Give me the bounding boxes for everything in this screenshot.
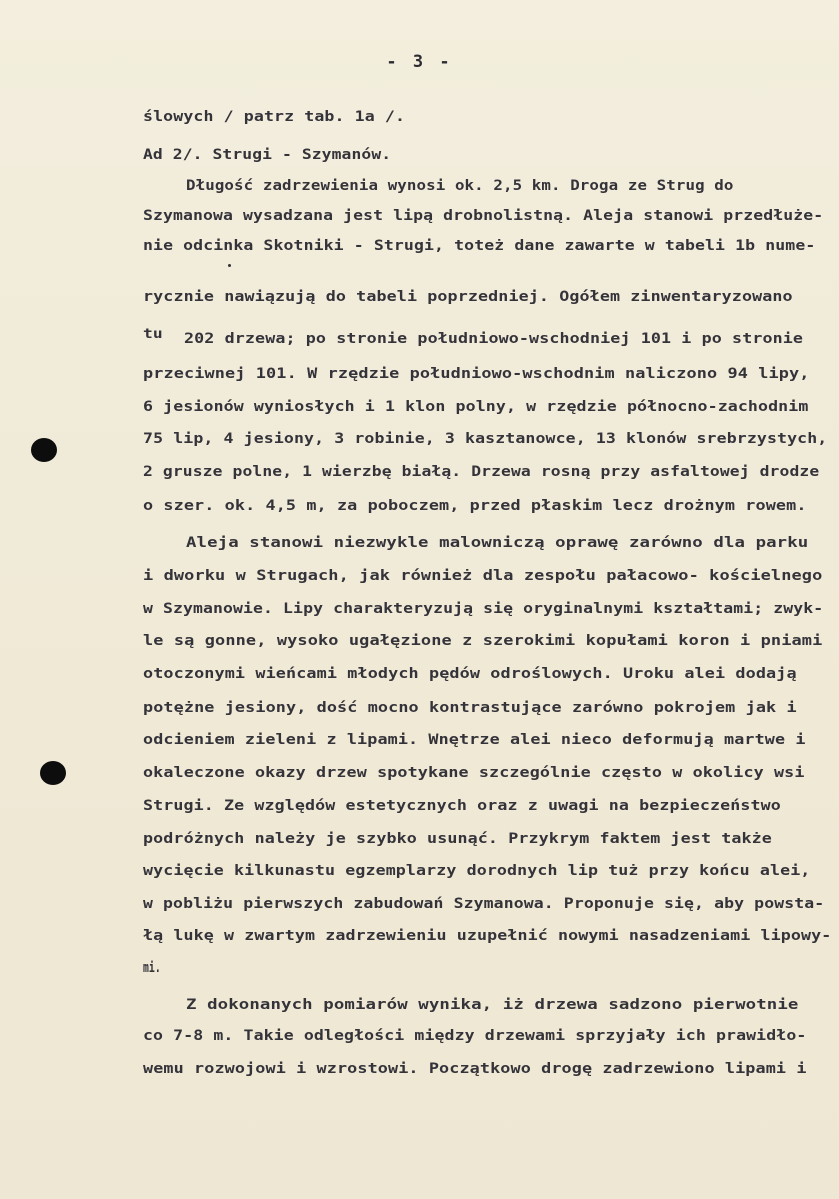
text-line: co 7-8 m. Takie odległości między drzewami sprzyjały ich prawidło- [143,1027,807,1044]
text-line: tu [143,327,163,342]
text-line: i dworku w Strugach, jak również dla zespołu pałacowo- kościelnego [143,567,823,584]
text-line: 2 grusze polne, 1 wierzbę białą. Drzewa rosną przy asfaltowej drodze [143,463,820,480]
text-line: łą lukę w zwartym zadrzewieniu uzupełnić nowymi nasadzeniami lipowy- [143,927,832,944]
text-line: ślowych / patrz tab. 1a /. [143,108,406,125]
ink-speck [228,264,231,267]
text-line: Z dokonanych pomiarów wynika, iż drzewa sadzono pierwotnie [186,996,799,1013]
text-line: otoczonymi wieńcami młodych pędów odroślowych. Uroku alei dodają [143,665,797,682]
text-line: Szymanowa wysadzana jest lipą drobnolistną. Aleja stanowi przedłuże- [143,207,824,224]
text-line: nie odcinka Skotniki - Strugi, toteż dane zawarte w tabeli 1b nume- [143,237,816,254]
text-line: Długość zadrzewienia wynosi ok. 2,5 km. Droga ze Strug do [186,177,734,194]
text-line: Ad 2/. Strugi - Szymanów. [143,146,392,163]
text-line: le są gonne, wysoko ugałęzione z szerokimi kopułami koron i pniami [143,632,823,649]
text-line: przeciwnej 101. W rzędzie południowo-wschodnim naliczono 94 lipy, [143,365,810,382]
text-line: w pobliżu pierwszych zabudowań Szymanowa. Proponuje się, aby powsta- [143,895,825,912]
text-line: okaleczone okazy drzew spotykane szczególnie często w okolicy wsi [143,764,805,781]
text-line: odcieniem zieleni z lipami. Wnętrze alei nieco deformują martwe i [143,731,806,748]
text-line: potężne jesiony, dość mocno kontrastujące zarówno pokrojem jak i [143,699,797,716]
text-line: mi. [143,959,161,976]
punch-hole-top [31,438,57,462]
text-line: wemu rozwojowi i wzrostowi. Początkowo drogę zadrzewiono lipami i [143,1060,807,1077]
text-line: podróżnych należy je szybko usunąć. Przykrym faktem jest także [143,830,772,847]
text-line: w Szymanowie. Lipy charakteryzują się oryginalnymi kształtami; zwyk- [143,600,824,617]
text-line: 75 lip, 4 jesiony, 3 robinie, 3 kasztanowce, 13 klonów srebrzystych, [143,430,828,447]
page-number: - 3 - [386,52,453,72]
text-line: Aleja stanowi niezwykle malowniczą oprawę zarówno dla parku [186,534,809,551]
punch-hole-bottom [40,761,66,785]
text-line: rycznie nawiązują do tabeli poprzedniej. Ogółem zinwentaryzowano [143,288,793,305]
text-line: 6 jesionów wyniosłych i 1 klon polny, w rzędzie północno-zachodnim [143,398,809,415]
text-line: 202 drzewa; po stronie południowo-wschodniej 101 i po stronie [184,330,804,347]
text-line: o szer. ok. 4,5 m, za poboczem, przed płaskim lecz drożnym rowem. [143,497,807,514]
text-line: wycięcie kilkunastu egzemplarzy dorodnych lip tuż przy końcu alei, [143,862,811,879]
text-line: Strugi. Ze względów estetycznych oraz z uwagi na bezpieczeństwo [143,797,781,814]
